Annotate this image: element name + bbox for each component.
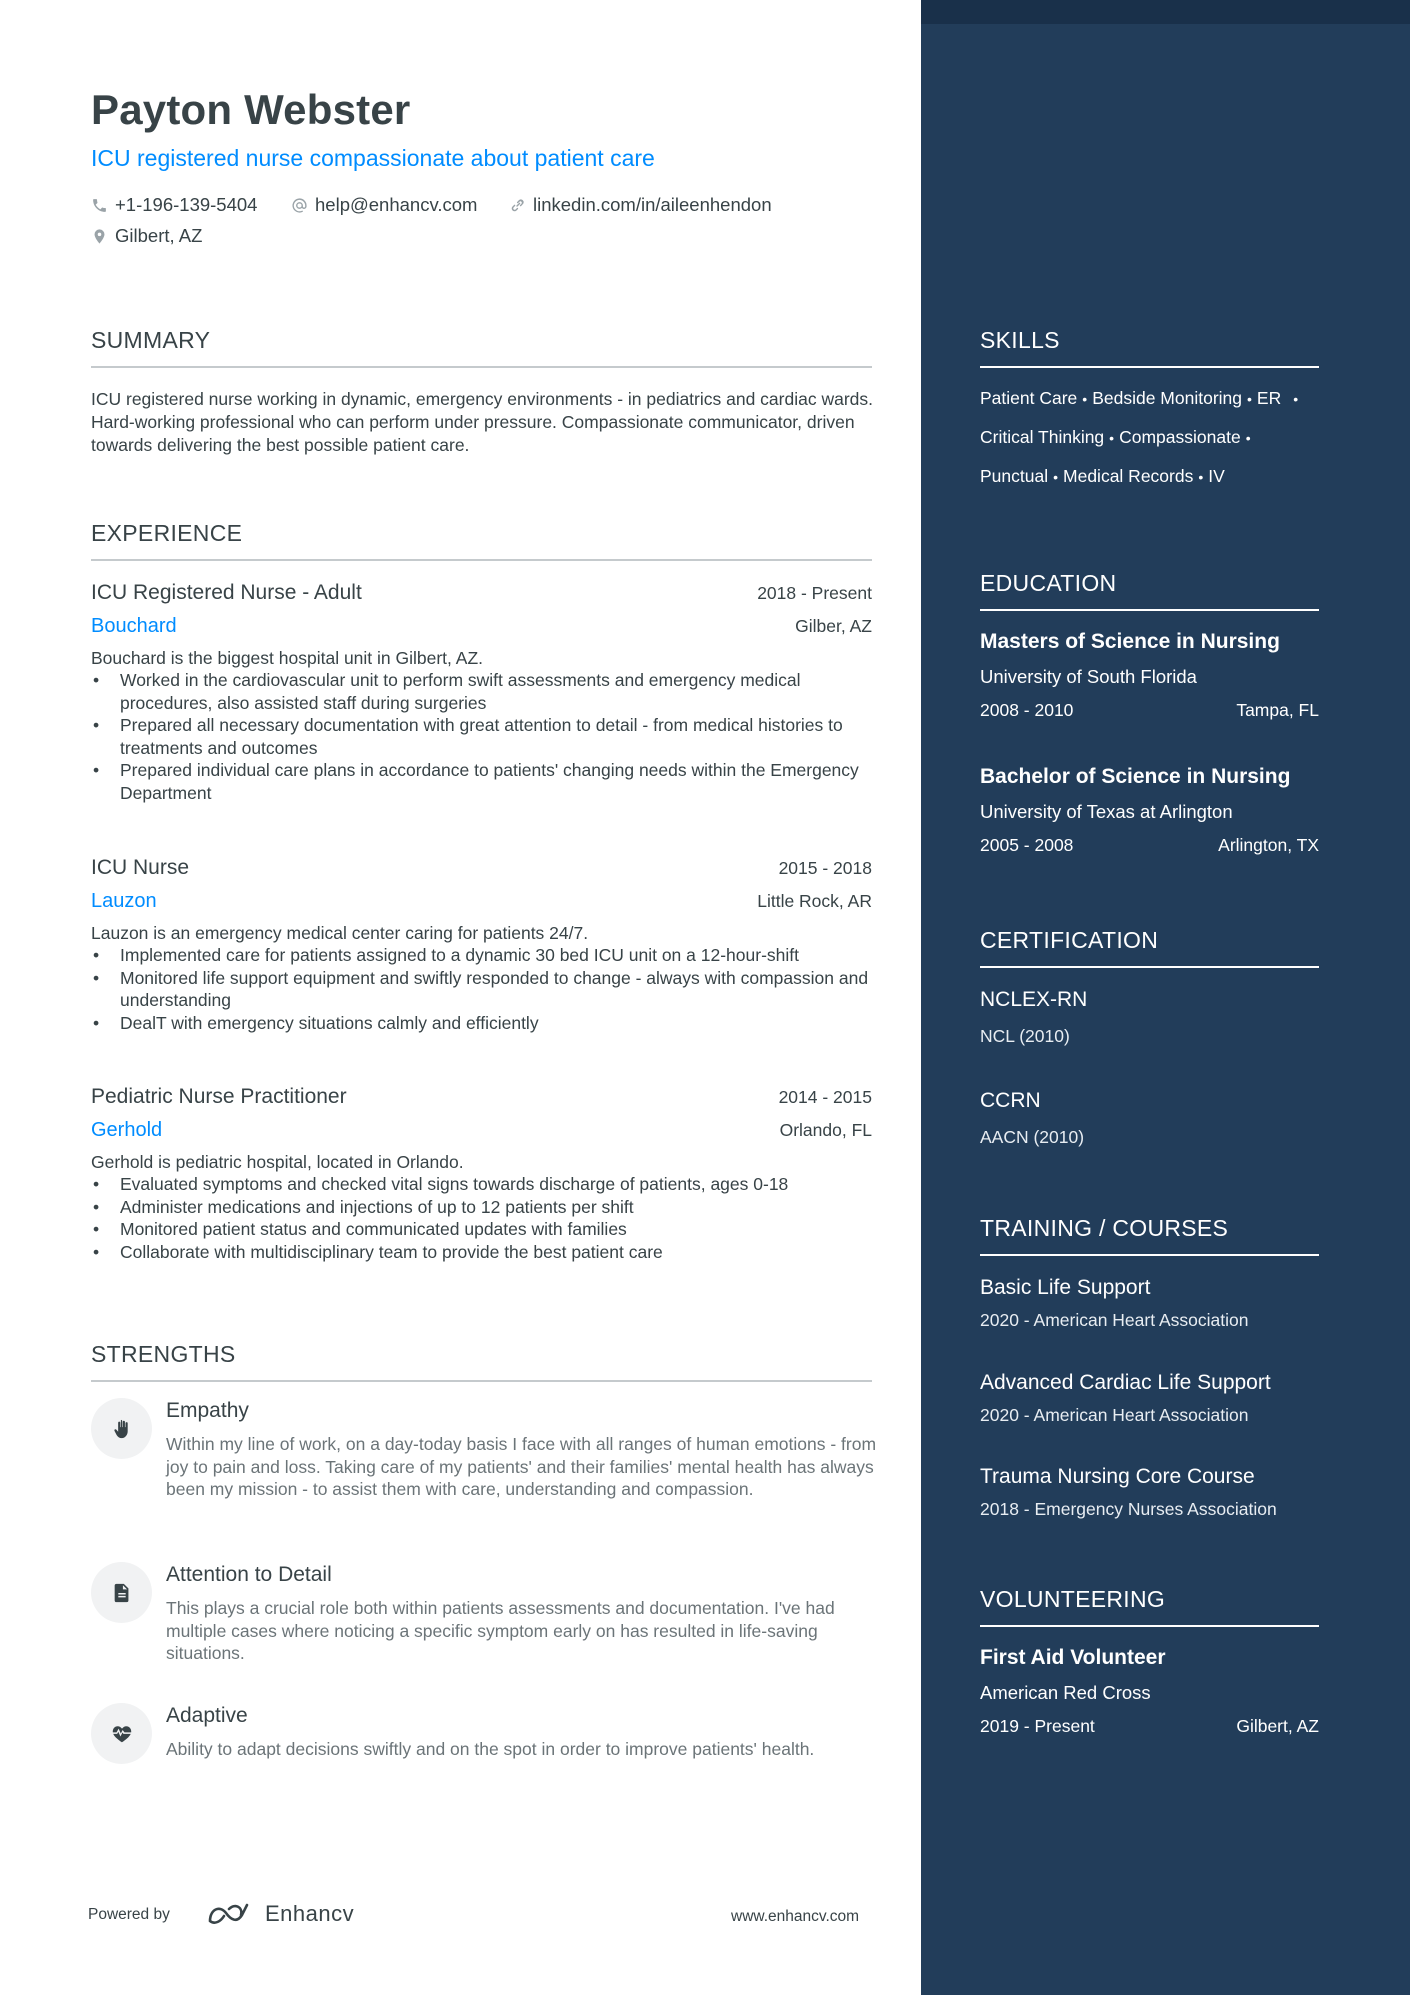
- strength-title: Empathy: [166, 1399, 249, 1422]
- education-degree: Masters of Science in Nursing: [980, 630, 1280, 653]
- summary-text: ICU registered nurse working in dynamic, emergency environments - in pediatrics and cardiac wards. Hard-working professional who can perform under pressure. Compassionate communicator, driven towards delivering the best possible patient care.: [91, 389, 874, 455]
- education-dates: 2005 - 2008: [980, 835, 1074, 855]
- certification-org: NCL (2010): [980, 1026, 1070, 1046]
- location-pin-icon: [91, 228, 108, 245]
- phone-icon: [91, 197, 108, 214]
- skill-tag: Punctual: [980, 466, 1049, 486]
- skills-line: Critical Thinking • Compassionate •: [980, 427, 1251, 447]
- job-dates: 2014 - 2015: [778, 1087, 872, 1107]
- job-company[interactable]: Gerhold: [91, 1119, 163, 1141]
- education-degree: Bachelor of Science in Nursing: [980, 765, 1291, 788]
- course-detail: 2020 - American Heart Association: [980, 1405, 1249, 1425]
- course-item: [980, 1276, 1319, 1331]
- job-bullet: • DealT with emergency situations calmly and efficiently: [91, 1012, 872, 1035]
- education-dates: 2008 - 2010: [980, 700, 1074, 720]
- job-description: Bouchard is the biggest hospital unit in Gilbert, AZ.: [91, 648, 484, 668]
- link-icon: [509, 197, 526, 214]
- experience-item: [91, 581, 872, 804]
- job-description: Gerhold is pediatric hospital, located in Orlando.: [91, 1152, 464, 1172]
- job-bullets: [91, 1173, 872, 1263]
- course-detail: 2020 - American Heart Association: [980, 1310, 1249, 1330]
- job-location: Little Rock, AR: [757, 891, 872, 911]
- job-company[interactable]: Bouchard: [91, 615, 177, 637]
- contact-phone[interactable]: [91, 194, 257, 216]
- course-item: [980, 1465, 1319, 1520]
- job-dates: 2018 - Present: [757, 583, 872, 603]
- course-name: Trauma Nursing Core Course: [980, 1465, 1255, 1488]
- job-dates: 2015 - 2018: [778, 858, 872, 878]
- volunteering-location: Gilbert, AZ: [1236, 1716, 1319, 1736]
- course-item: [980, 1371, 1319, 1426]
- email-text: help@enhancv.com: [315, 194, 478, 215]
- job-role: ICU Nurse: [91, 856, 190, 879]
- education-item: [980, 630, 1319, 721]
- skill-tag: Patient Care: [980, 388, 1078, 408]
- education-location: Tampa, FL: [1236, 700, 1319, 720]
- skill-tag: Critical Thinking: [980, 427, 1105, 447]
- strength-icon-circle: [91, 1703, 152, 1764]
- education-school: University of South Florida: [980, 666, 1197, 687]
- powered-by-label: Powered by: [88, 1906, 170, 1923]
- volunteering-heading: VOLUNTEERING: [980, 1586, 1319, 1627]
- skills-list: [980, 388, 1330, 505]
- enhancv-logo[interactable]: [207, 1901, 354, 1927]
- skill-tag: Medical Records: [1063, 466, 1194, 486]
- enhancv-brand: Enhancv: [265, 1901, 355, 1926]
- document-icon: [111, 1582, 133, 1604]
- certification-name: CCRN: [980, 1089, 1041, 1112]
- experience-heading: EXPERIENCE: [91, 520, 872, 561]
- course-name: Advanced Cardiac Life Support: [980, 1371, 1271, 1394]
- footer-url[interactable]: www.enhancv.com: [731, 1908, 860, 1925]
- strength-text: Within my line of work, on a day-today basis I face with all ranges of human emotions - from joy to pain and loss. Taking care of my patients' and their families' mental health has always been my mission - to assist them with care, understanding and compassion.: [166, 1434, 877, 1499]
- linkedin-text: linkedin.com/in/aileenhendon: [533, 194, 772, 215]
- job-role: Pediatric Nurse Practitioner: [91, 1085, 347, 1108]
- phone-text: +1-196-139-5404: [115, 194, 258, 215]
- job-bullets: [91, 669, 872, 804]
- hand-icon: [111, 1418, 133, 1440]
- strength-icon-circle: [91, 1398, 152, 1459]
- certification-item: [980, 1089, 1319, 1148]
- certification-name: NCLEX-RN: [980, 988, 1088, 1011]
- candidate-name: Payton Webster: [91, 86, 411, 133]
- education-location: Arlington, TX: [1218, 835, 1319, 855]
- education-school: University of Texas at Arlington: [980, 801, 1233, 822]
- job-role: ICU Registered Nurse - Adult: [91, 581, 362, 604]
- job-bullet: • Evaluated symptoms and checked vital signs towards discharge of patients, ages 0-18: [91, 1173, 872, 1196]
- at-icon: [291, 197, 308, 214]
- experience-item: [91, 856, 872, 1034]
- course-name: Basic Life Support: [980, 1276, 1151, 1299]
- volunteering-dates: 2019 - Present: [980, 1716, 1095, 1736]
- volunteering-org: American Red Cross: [980, 1682, 1151, 1703]
- education-item: [980, 765, 1319, 856]
- contact-linkedin[interactable]: [509, 194, 772, 216]
- skills-line: Punctual • Medical Records • IV: [980, 466, 1225, 486]
- job-bullet: • Prepared all necessary documentation with great attention to detail - from medical histories to treatments and outcomes: [91, 714, 872, 759]
- education-heading: EDUCATION: [980, 570, 1319, 611]
- job-bullet: • Implemented care for patients assigned to a dynamic 30 bed ICU unit on a 12-hour-shift: [91, 944, 872, 967]
- skill-tag: Bedside Monitoring: [1092, 388, 1242, 408]
- sidebar-top-bar: [921, 0, 1410, 24]
- skill-tag: IV: [1208, 466, 1225, 486]
- strength-text: This plays a crucial role both within patients assessments and documentation. I've had multiple cases where noticing a specific symptom early on has resulted in life-saving situations.: [166, 1598, 835, 1663]
- job-description: Lauzon is an emergency medical center caring for patients 24/7.: [91, 923, 589, 943]
- training-heading: TRAINING / COURSES: [980, 1215, 1319, 1256]
- contact-location: [91, 225, 202, 247]
- certification-item: [980, 988, 1319, 1047]
- job-bullet: • Monitored life support equipment and swiftly responded to change - always with compassion and understanding: [91, 967, 872, 1012]
- volunteering-item: [980, 1646, 1319, 1737]
- location-text: Gilbert, AZ: [115, 225, 203, 246]
- certification-heading: CERTIFICATION: [980, 927, 1319, 968]
- strengths-heading: STRENGTHS: [91, 1341, 872, 1382]
- volunteering-role: First Aid Volunteer: [980, 1646, 1166, 1669]
- sidebar: [921, 0, 1410, 1995]
- candidate-tagline: ICU registered nurse compassionate about patient care: [91, 145, 655, 171]
- job-bullet: • Administer medications and injections of up to 12 patients per shift: [91, 1196, 872, 1219]
- experience-item: [91, 1085, 872, 1263]
- skill-tag: ER: [1256, 388, 1282, 408]
- skill-tag: Compassionate: [1119, 427, 1241, 447]
- job-bullet: • Monitored patient status and communicated updates with families: [91, 1218, 872, 1241]
- strength-title: Adaptive: [166, 1704, 248, 1727]
- job-bullet: • Collaborate with multidisciplinary team to provide the best patient care: [91, 1241, 872, 1264]
- heartbeat-icon: [111, 1723, 133, 1745]
- enhancv-logo-icon: [207, 1901, 253, 1927]
- summary-heading: SUMMARY: [91, 327, 872, 368]
- strength-icon-circle: [91, 1562, 152, 1623]
- job-bullet: • Worked in the cardiovascular unit to perform swift assessments and emergency medical procedures, also assisted staff during surgeries: [91, 669, 872, 714]
- certification-org: AACN (2010): [980, 1127, 1085, 1147]
- job-location: Orlando, FL: [779, 1120, 872, 1140]
- job-location: Gilber, AZ: [795, 616, 872, 636]
- course-detail: 2018 - Emergency Nurses Association: [980, 1499, 1277, 1519]
- strength-title: Attention to Detail: [166, 1563, 332, 1586]
- skills-heading: SKILLS: [980, 327, 1319, 368]
- job-bullets: [91, 944, 872, 1034]
- job-company[interactable]: Lauzon: [91, 890, 157, 912]
- strength-text: Ability to adapt decisions swiftly and on the spot in order to improve patients' health.: [166, 1739, 815, 1759]
- job-bullet: • Prepared individual care plans in accordance to patients' changing needs within the Emergency Department: [91, 759, 872, 804]
- contact-email[interactable]: [291, 194, 477, 216]
- skills-line: Patient Care • Bedside Monitoring • ER •: [980, 388, 1299, 408]
